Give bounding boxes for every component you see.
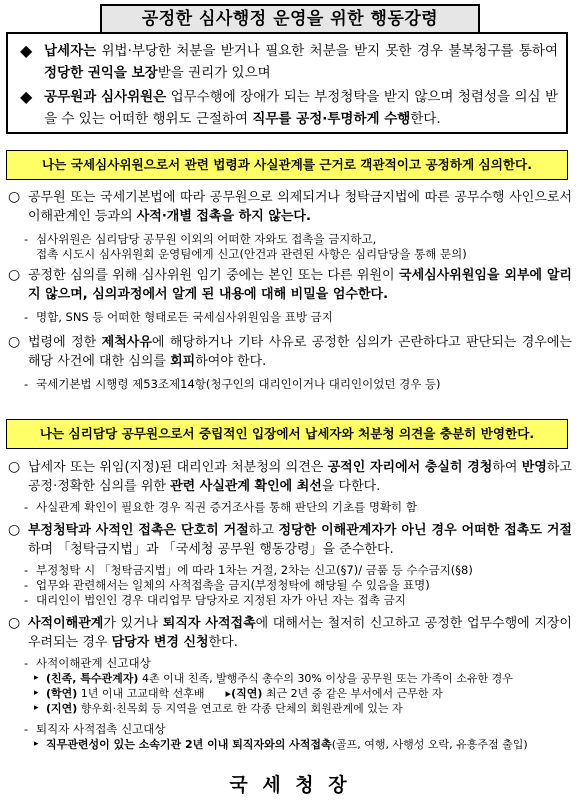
s1-b3-text-e: 하여야 한다. xyxy=(195,354,267,369)
triangle-bullet-icon: ▸ xyxy=(34,673,39,683)
s2-b1-text-g: 을 다한다. xyxy=(321,479,381,494)
s1-b3-sub: 국세기본법 시행령 제53조제14항(청구인의 대리인이거나 대리인이었던 경우 등) xyxy=(36,377,441,391)
s2-ret-c: 와의 xyxy=(264,738,290,751)
s2-b2-text-b: 하고 xyxy=(248,523,279,538)
s1-b1-text: 공무원 또는 국세기본법에 따라 공무원으로 의제되거나 청탁금지법에 따른 공무수행 사인으로서 이해관계인 등과의 xyxy=(28,190,572,224)
sub-item: - 업무와 관련해서는 일체의 사적접촉을 금지(부정청탁에 해당될 수 있음을 표명) xyxy=(24,578,430,592)
s2-rel-val-3: 최근 2년 중 같은 부서에서 근무한 자 xyxy=(262,687,443,700)
s1-b1-sub1: 심사위원은 심리담당 공무원 이외의 어떠한 자와도 접촉을 금지하고, xyxy=(36,232,377,246)
s2-ret-a: 직무관련성이 있는 xyxy=(46,738,139,751)
s1-b2-text: 공정한 심의를 위해 심사위원 임기 중에는 본인 또는 다른 위원이 xyxy=(28,268,400,283)
s2-b3-text-b: 가 있거나 xyxy=(103,616,163,631)
intro-item xyxy=(20,40,558,84)
triangle-bullet-icon: ▸ xyxy=(225,687,232,700)
intro-1-text-b: 위법·부당한 처분을 받거나 필요한 처분을 받지 못한 경우 불복청구를 통하여 xyxy=(96,43,558,59)
s1-b1-sub2: 접촉 시도시 심사위원회 운영팀에게 신고(안건과 관련된 사항은 심리담당을 통해 문의) xyxy=(36,247,467,261)
s2-b2-bold-c: 정당한 이해관계자가 아닌 경우 어떠한 접촉도 거절 xyxy=(278,523,572,538)
intro-item xyxy=(20,86,558,130)
s2-b3-text-f: 한다. xyxy=(208,635,238,650)
s2-b2-sub-1: 부정청탁 시 「청탁금지법」에 따라 1차는 거절, 2차는 신고(§7)/ 금품 등 수수금지(§8) xyxy=(36,563,473,577)
intro-1-text-d: 받을 권리가 있으며 xyxy=(157,65,271,81)
committee-section xyxy=(6,188,572,392)
subsub-item xyxy=(6,671,572,686)
diamond-bullet-icon: ◆ xyxy=(20,41,33,60)
s2-b1-text-e: 하고 공정·정확한 심의를 위한 xyxy=(28,460,572,494)
circle-bullet-icon: ○ xyxy=(8,522,21,538)
triangle-bullet-icon: ▸ xyxy=(34,688,39,698)
s2-b1-text-c: 하여 xyxy=(492,460,522,475)
official-pledge-band: 나는 심리담당 공무원으로서 중립적인 입장에서 납세자와 처분청 의견을 충분히 반영한다. xyxy=(6,419,568,449)
s2-b3-text-d: 에 대해서는 철저히 신고하고 공정한 업무수행에 지장이 우려되는 경우 xyxy=(28,616,572,650)
s1-b2-bold: 국세심사위원임을 외부에 알리지 않으며, 심의과정에서 알게 된 내용에 대해 비밀을 엄수한다. xyxy=(28,268,572,302)
s2-b2-bold-a: 부정청탁과 사적인 접촉은 단호히 거절 xyxy=(28,523,249,538)
s2-b1-bold-b: 공적인 자리에서 충실히 경청 xyxy=(327,460,493,475)
s2-b2-text-d: 하며 「청탁금지법」과 「국세청 공무원 행동강령」을 준수한다. xyxy=(28,542,394,557)
s2-ret-d: 사적접촉 xyxy=(289,738,332,751)
bullet-item xyxy=(6,458,572,496)
triangle-bullet-icon: ▸ xyxy=(34,739,39,749)
subsub-item xyxy=(6,686,572,701)
bullet-item xyxy=(6,333,572,371)
s2-rel-val-4: 향우회·친목회 등 지역을 연고로 한 각종 단체의 회원관계에 있는 자 xyxy=(77,702,403,715)
intro-2-bold-a: 공무원과 심사위원은 xyxy=(44,89,167,105)
s2-b3-sub1: 사적이해관계 신고대상 xyxy=(36,656,151,670)
intro-1-bold-c: 정당한 권익을 보장 xyxy=(44,65,158,81)
sub-item: - 대리인이 법인인 경우 대리업무 담당자로 지정된 자가 아닌 자는 접촉 금지 xyxy=(24,593,406,607)
intro-2-bold-c: 직무를 공정·투명하게 수행 xyxy=(252,111,411,127)
circle-bullet-icon: ○ xyxy=(8,189,21,205)
intro-text-1 xyxy=(44,43,558,81)
sub-item: - 명함, SNS 등 어떠한 형태로든 국세심사위원임을 표방 금지 xyxy=(24,310,333,324)
s2-ret-e: (골프, 여행, 사행성 오락, 유흥주점 출입) xyxy=(331,738,528,751)
s2-b1-bold-d: 반영 xyxy=(521,460,547,475)
s2-b1-bold-f: 관련 사실관계 확인에 최선 xyxy=(170,479,322,494)
s1-b3-bold-b: 제척사유 xyxy=(101,335,152,350)
subsub-item xyxy=(6,737,572,752)
s2-b2-sub-3: 대리인이 법인인 경우 대리업무 담당자로 지정된 자가 아닌 자는 접촉 금지 xyxy=(36,593,406,607)
committee-pledge-band: 나는 국세심사위원으로서 관련 법령과 사실관계를 근거로 객관적이고 공정하게 심의한다. xyxy=(6,150,568,180)
s2-b3-bold-c: 퇴직자 사적접촉 xyxy=(162,616,256,631)
s2-b3-bold-e: 담당자 변경 신청 xyxy=(111,635,209,650)
intro-2-text-b: 업무수행에 장애가 되는 부정청탁을 받지 않으며 청렴성을 의심 받을 수 있는 어떠한 행위도 근절하여 xyxy=(44,89,558,127)
s2-b2-sub-2: 업무와 관련해서는 일체의 사적접촉을 금지(부정청탁에 해당될 수 있음을 표명) xyxy=(36,578,430,592)
circle-bullet-icon: ○ xyxy=(8,334,21,350)
s1-b3-text-a: 법령에 정한 xyxy=(28,335,102,350)
triangle-bullet-icon: ▸ xyxy=(34,703,39,713)
s2-rel-key-4: (지연) xyxy=(46,702,78,715)
s2-b1-sub: 사실관계 확인이 필요한 경우 직권 증거조사를 통해 판단의 기초를 명확히 함 xyxy=(36,500,417,514)
bullet-item xyxy=(6,614,572,652)
s2-rel-key-2: (학연) xyxy=(46,687,78,700)
page-title: 공정한 심사행정 운영을 위한 행동강령 xyxy=(100,4,480,34)
s2-b1-text-a: 납세자 또는 위임(지정)된 대리인과 처분청의 의견은 xyxy=(28,460,328,475)
official-section xyxy=(6,458,572,752)
s1-b1-bold: 사적·개별 접촉을 하지 않는다. xyxy=(136,209,311,224)
circle-bullet-icon: ○ xyxy=(8,459,21,475)
diamond-bullet-icon: ◆ xyxy=(20,87,33,106)
sub-item: - 심사위원은 심리담당 공무원 이외의 어떠한 자와도 접촉을 금지하고, xyxy=(24,232,377,246)
bullet-item xyxy=(6,521,572,559)
sub-item: - 퇴직자 사적접촉 신고대상 xyxy=(24,722,166,736)
s2-b3-bold-a: 사적이해관계 xyxy=(28,616,104,631)
s2-rel-val-1: 4촌 이내 친족, 발행주식 총수의 30% 이상을 공무원 또는 가족이 소유한 경우 xyxy=(138,672,513,685)
s1-b2-sub: 명함, SNS 등 어떠한 형태로든 국세심사위원임을 표방 금지 xyxy=(36,310,333,324)
s1-b3-text-c: 에 해당하거나 기타 사유로 공정한 심의가 곤란하다고 판단되는 경우에는 해당 사건에 대한 심의를 xyxy=(28,335,572,369)
issuer-signature: 국 세 청 장 xyxy=(229,774,351,796)
sub-item: - 부정청탁 시 「청탁금지법」에 따라 1차는 거절, 2차는 신고(§7)/ 금품 등 수수금지(§8) xyxy=(24,563,473,577)
s2-rel-key-1: (친족, 특수관계자) xyxy=(46,672,139,685)
sub-item: - 사실관계 확인이 필요한 경우 직권 증거조사를 통해 판단의 기초를 명확히 함 xyxy=(24,500,417,514)
s2-rel-val-2: 1년 이내 고교대학 선후배 xyxy=(77,687,205,700)
bullet-item xyxy=(6,266,572,304)
intro-1-bold-a: 납세자는 xyxy=(44,43,97,59)
bullet-item xyxy=(6,188,572,226)
s2-rel-key-3: (직연) xyxy=(231,687,263,700)
s1-b3-bold-d: 회피 xyxy=(170,354,196,369)
intro-2-text-d: 한다. xyxy=(410,111,441,127)
intro-box xyxy=(6,32,568,134)
sub-item: - 국세기본법 시행령 제53조제14항(청구인의 대리인이거나 대리인이었던 경우 등) xyxy=(24,377,441,391)
sub-item xyxy=(6,247,572,262)
sub-item: - 사적이해관계 신고대상 xyxy=(24,656,151,670)
s2-b3-sub2: 퇴직자 사적접촉 신고대상 xyxy=(36,722,166,736)
circle-bullet-icon: ○ xyxy=(8,267,21,283)
circle-bullet-icon: ○ xyxy=(8,615,21,631)
subsub-item xyxy=(6,701,572,716)
intro-text-2 xyxy=(44,89,558,127)
s2-ret-b: 소속기관 2년 이내 퇴직자 xyxy=(138,738,265,751)
